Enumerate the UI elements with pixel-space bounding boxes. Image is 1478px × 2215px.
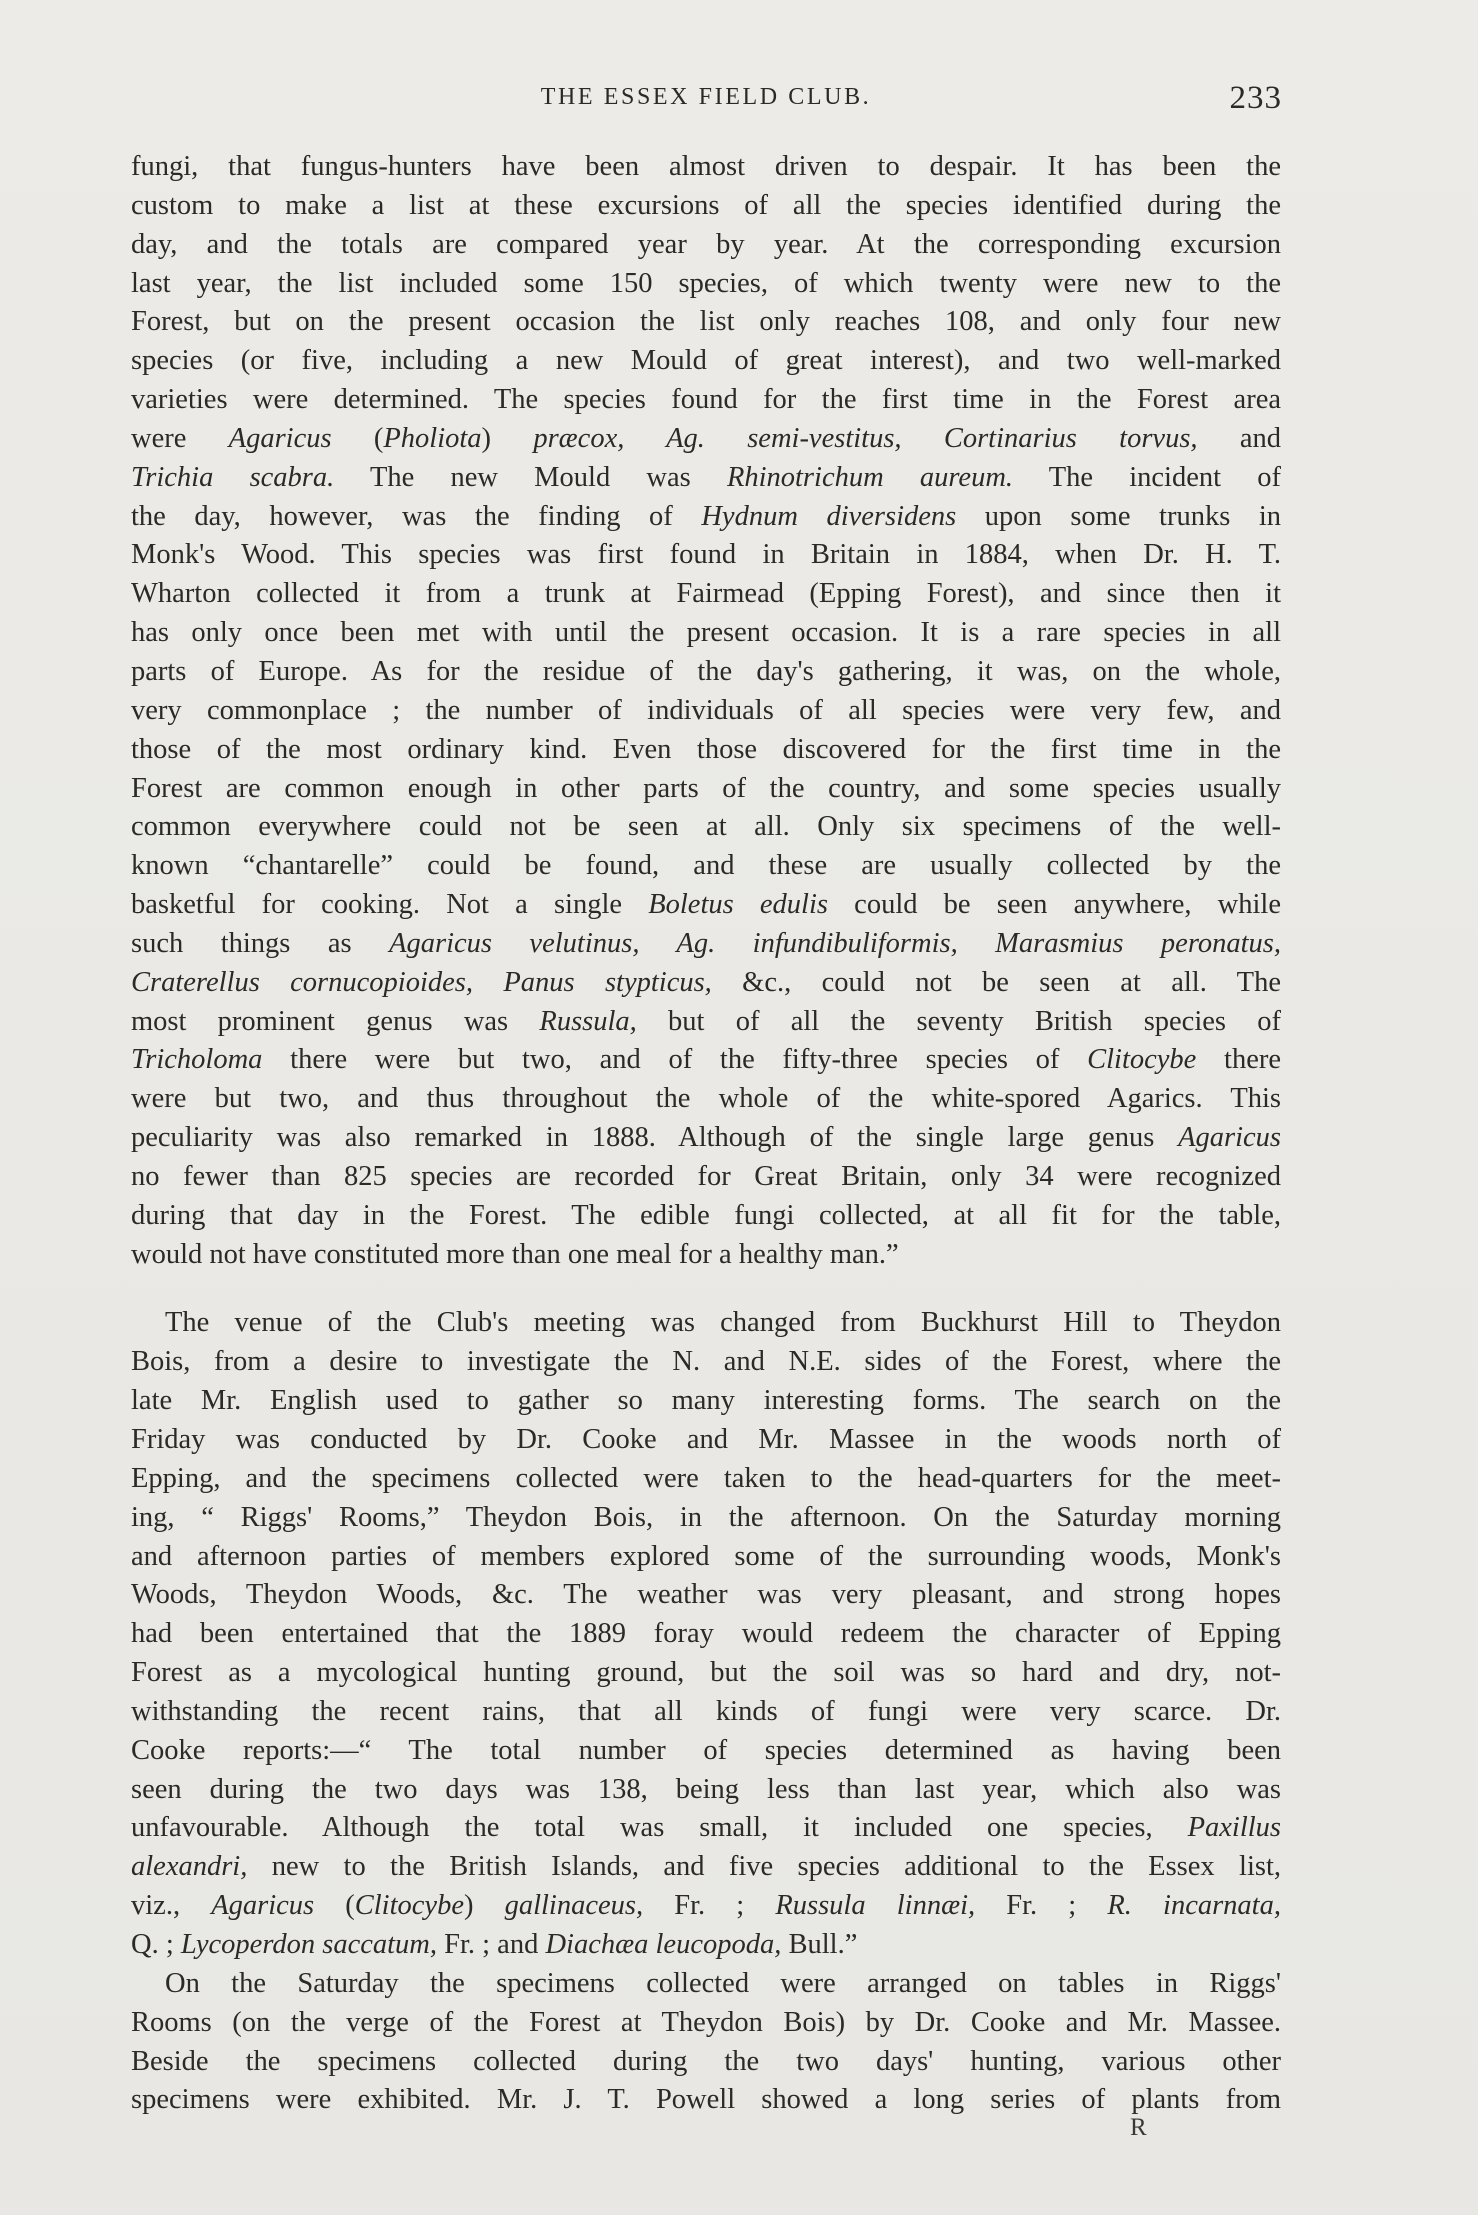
text-line [131, 1236, 1281, 1275]
text-run: On the Saturday the specimens collected were arranged on tables in Riggs' [165, 1967, 1281, 1999]
text-line [131, 1771, 1281, 1810]
text-line [131, 964, 1281, 1003]
text-run: but of all the seventy British species of [636, 1005, 1281, 1037]
italic-term: Clitocybe [354, 1890, 464, 1922]
text-run: seen during the two days was 138, being less than last year, which also was [131, 1773, 1281, 1805]
text-run: Forest as a mycological hunting ground, but the soil was so hard and dry, not- [131, 1657, 1281, 1689]
text-line [131, 1499, 1281, 1538]
text-line [131, 1732, 1281, 1771]
italic-term: Lycoperdon saccatum, [180, 1928, 437, 1960]
page-number: 233 [1229, 80, 1282, 116]
text-line [131, 1615, 1281, 1654]
text-run: new to the British Islands, and five species additional to the Essex list, [247, 1851, 1281, 1883]
text-line [131, 1538, 1281, 1577]
text-run: day, and the totals are compared year by year. At the corresponding excursion [131, 228, 1281, 260]
text-run: &c., could not be seen at all. The [711, 966, 1281, 998]
text-line [131, 1576, 1281, 1615]
text-line [131, 1382, 1281, 1421]
italic-term: gallinaceus, [504, 1890, 644, 1922]
text-line [131, 1421, 1281, 1460]
text-run: very commonplace ; the number of individuals of all species were very few, and [131, 694, 1281, 726]
text-run: custom to make a list at these excursions of all the species identified during the [131, 189, 1281, 221]
text-run: parts of Europe. As for the residue of the day's gathering, it was, on the whole, [131, 655, 1281, 687]
text-line [131, 148, 1281, 187]
body-text [131, 148, 1281, 2120]
text-run: Woods, Theydon Woods, &c. The weather was very pleasant, and strong hopes [131, 1579, 1281, 1611]
italic-term: Agaricus [211, 1890, 315, 1922]
text-run: viz., [131, 1890, 212, 1922]
text-run: Rooms (on the verge of the Forest at Theydon Bois) by Dr. Cooke and Mr. Massee. [131, 2006, 1281, 2038]
italic-term: Agaricus [1178, 1122, 1281, 1154]
text-line [131, 381, 1281, 420]
italic-term: R. incarnata, [1107, 1890, 1281, 1922]
text-line [131, 1003, 1281, 1042]
text-run: Wharton collected it from a trunk at Fairmead (Epping Forest), and since then it [131, 578, 1281, 610]
text-run: the day, however, was the finding of [131, 500, 702, 532]
text-run: such things as [131, 927, 390, 959]
text-run: Fr. ; [643, 1890, 776, 1922]
text-run: withstanding the recent rains, that all kinds of fungi were very scarce. Dr. [131, 1695, 1281, 1727]
text-run: during that day in the Forest. The edible fungi collected, at all fit for the table, [131, 1199, 1281, 1231]
running-head [130, 80, 1282, 120]
text-run: would not have constituted more than one meal for a healthy man.” [131, 1238, 899, 1270]
text-line [131, 303, 1281, 342]
text-line [131, 536, 1281, 575]
text-run: Beside the specimens collected during the two days' hunting, various other [131, 2045, 1281, 2077]
text-run: unfavourable. Although the total was small, it included one species, [131, 1812, 1188, 1844]
text-line [131, 1848, 1281, 1887]
signature-mark: R [1130, 2114, 1147, 2141]
text-line [131, 187, 1281, 226]
text-run: Fr. ; and [437, 1928, 546, 1960]
text-line [131, 459, 1281, 498]
text-run: Bois, from a desire to investigate the N. and N.E. sides of the Forest, where the [131, 1346, 1281, 1378]
text-run: had been entertained that the 1889 foray would redeem the character of Epping [131, 1618, 1281, 1650]
text-line [131, 847, 1281, 886]
text-run: Forest are common enough in other parts of the country, and some species usually [131, 772, 1281, 804]
text-run: no fewer than 825 species are recorded for Great Britain, only 34 were recognized [131, 1160, 1281, 1192]
text-run: upon some trunks in [956, 500, 1282, 532]
text-line [131, 692, 1281, 731]
text-line [131, 226, 1281, 265]
text-run: there [1196, 1044, 1281, 1076]
text-run: The new Mould was [334, 461, 727, 493]
text-run: could be seen anywhere, while [827, 889, 1281, 921]
text-line [131, 265, 1281, 304]
text-line [131, 1654, 1281, 1693]
text-run: and [1197, 422, 1281, 454]
text-run: Cooke reports:—“ The total number of species determined as having been [131, 1734, 1281, 1766]
text-line [131, 1460, 1281, 1499]
text-line [131, 1119, 1281, 1158]
text-run: and afternoon parties of members explored some of the surrounding woods, Monk's [131, 1540, 1281, 1572]
text-run: Bull.” [781, 1928, 858, 1960]
text-run: Friday was conducted by Dr. Cooke and Mr. Massee in the woods north of [131, 1424, 1281, 1455]
text-line [131, 886, 1281, 925]
text-run: species (or five, including a new Mould of great interest), and two well-marked [131, 345, 1281, 377]
text-run: ( [314, 1890, 355, 1922]
paragraph [131, 1965, 1281, 2120]
paragraph [131, 148, 1281, 1274]
text-line [131, 1304, 1281, 1343]
text-line [131, 2081, 1281, 2120]
text-run: has only once been met with until the present occasion. It is a rare species in all [131, 617, 1281, 649]
text-run: basketful for cooking. Not a single [131, 889, 649, 921]
text-run: Epping, and the specimens collected were taken to the head-quarters for the meet- [131, 1462, 1281, 1494]
text-line [131, 1965, 1281, 2004]
text-run: were [131, 422, 229, 454]
text-run: most prominent genus was [131, 1005, 540, 1037]
italic-term: Rhinotrichum aureum. [726, 461, 1014, 493]
italic-term: Russula, [539, 1005, 637, 1037]
italic-term: Tricholoma [131, 1044, 263, 1076]
text-line [131, 1887, 1281, 1926]
text-run: peculiarity was also remarked in 1888. Although of the single large genus [131, 1122, 1179, 1154]
italic-term: alexandri, [131, 1851, 248, 1883]
text-line [131, 498, 1281, 537]
text-run: those of the most ordinary kind. Even those discovered for the first time in the [131, 733, 1281, 765]
text-run: last year, the list included some 150 species, of which twenty were new to the [131, 267, 1281, 299]
paragraph [131, 1304, 1281, 1964]
text-line [131, 420, 1281, 459]
text-run: fungi, that fungus-hunters have been almost driven to despair. It has been the [131, 151, 1281, 182]
text-run: varieties were determined. The species found for the first time in the Forest area [131, 384, 1281, 416]
text-line [131, 1158, 1281, 1197]
italic-term: Paxillus [1187, 1812, 1281, 1844]
text-line [131, 653, 1281, 692]
text-line [131, 925, 1281, 964]
italic-term: Boletus edulis [648, 889, 828, 921]
text-line [131, 808, 1281, 847]
text-run: The incident of [1013, 461, 1281, 493]
italic-term: Russula linnæi, [775, 1890, 976, 1922]
text-line [131, 342, 1281, 381]
text-line [131, 1041, 1281, 1080]
text-run: common everywhere could not be seen at all. Only six specimens of the well- [131, 811, 1281, 843]
text-run: Forest, but on the present occasion the list only reaches 108, and only four new [131, 306, 1281, 338]
text-run: were but two, and thus throughout the whole of the white-spored Agarics. This [131, 1083, 1281, 1115]
text-run: known “chantarelle” could be found, and these are usually collected by the [131, 850, 1281, 882]
italic-term: Craterellus cornucopioides, Panus stypticus, [131, 966, 712, 998]
text-run: Monk's Wood. This species was first found in Britain in 1884, when Dr. H. T. [131, 539, 1281, 571]
text-run: Fr. ; [975, 1890, 1108, 1922]
text-line [131, 770, 1281, 809]
text-run: there were but two, and of the fifty-three species of [262, 1044, 1088, 1076]
text-line [131, 575, 1281, 614]
text-line [131, 614, 1281, 653]
text-run: ( [331, 422, 384, 454]
text-run: The venue of the Club's meeting was changed from Buckhurst Hill to Theydon [165, 1307, 1281, 1339]
italic-term: Diachæa leucopoda, [545, 1928, 782, 1960]
text-line [131, 1343, 1281, 1382]
italic-term: Agaricus velutinus, Ag. infundibuliformis, Marasmius peronatus, [389, 927, 1281, 959]
text-run: late Mr. English used to gather so many interesting forms. The search on the [131, 1385, 1281, 1417]
italic-term: Pholiota [383, 422, 482, 454]
text-run: ing, “ Riggs' Rooms,” Theydon Bois, in the afternoon. On the Saturday morning [131, 1501, 1281, 1533]
text-run: ) [463, 1890, 505, 1922]
text-line [131, 2004, 1281, 2043]
text-line [131, 2043, 1281, 2082]
text-line [131, 1693, 1281, 1732]
italic-term: Trichia scabra. [131, 461, 335, 493]
running-title: THE ESSEX FIELD CLUB. [540, 84, 872, 110]
text-run: ) [481, 422, 534, 454]
text-line [131, 1197, 1281, 1236]
italic-term: Clitocybe [1087, 1044, 1197, 1076]
text-run: specimens were exhibited. Mr. J. T. Powell showed a long series of plants from [131, 2084, 1281, 2116]
italic-term: præcox, Ag. semi-vestitus, Cortinarius torvus, [533, 422, 1198, 454]
text-line [131, 731, 1281, 770]
text-line [131, 1809, 1281, 1848]
paragraph-gap [131, 1274, 1281, 1304]
text-line [131, 1080, 1281, 1119]
text-run: Q. ; [131, 1928, 181, 1960]
italic-term: Hydnum diversidens [701, 500, 957, 532]
italic-term: Agaricus [228, 422, 332, 454]
text-line [131, 1926, 1281, 1965]
